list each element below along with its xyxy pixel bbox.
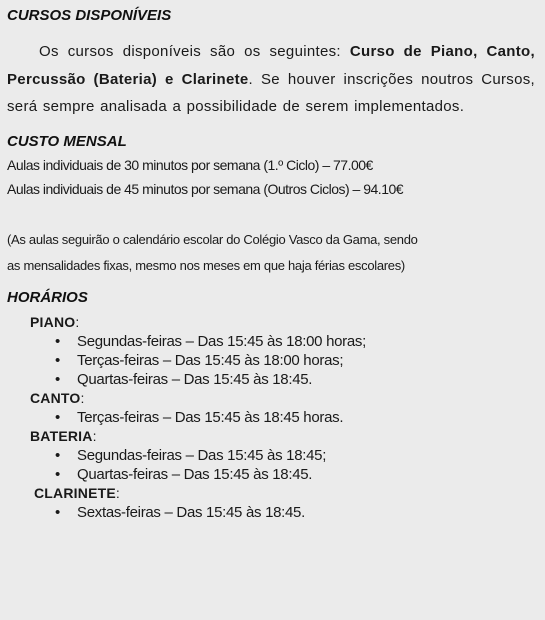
schedule-list-bateria <box>7 446 535 484</box>
horarios-heading: HORÁRIOS <box>7 288 88 306</box>
cursos-intro-tail: . Se houver inscrições noutros Cursos, será sempre analisada a possibilidade de serem implementados. <box>7 70 536 115</box>
cursos-intro-lead: Os cursos disponíveis são os seguintes: <box>39 43 350 60</box>
custo-note-line-2: as mensalidades fixas, mesmo nos meses em que haja férias escolares) <box>7 257 405 273</box>
bullet-icon: • <box>55 351 60 369</box>
custo-heading: CUSTO MENSAL <box>7 132 127 150</box>
bullet-icon: • <box>55 446 60 464</box>
group-title-piano <box>30 313 535 332</box>
schedule-item-text: Quartas-feiras – Das 15:45 às 18:45. <box>77 370 313 388</box>
schedule-item-text: Terças-feiras – Das 15:45 às 18:45 horas. <box>77 408 344 426</box>
group-name-clarinete: CLARINETE <box>34 484 116 501</box>
group-title-clarinete <box>34 484 535 503</box>
group-name-canto: CANTO <box>30 389 81 406</box>
horarios-list <box>7 313 535 522</box>
schedule-item-text: Sextas-feiras – Das 15:45 às 18:45. <box>77 503 305 521</box>
group-colon: : <box>115 484 121 501</box>
group-colon: : <box>75 313 80 330</box>
cursos-intro-bold: Curso de Piano, Canto, Percussão (Bateria) e Clarinete <box>7 43 535 88</box>
schedule-list-clarinete <box>7 503 535 522</box>
spacer <box>7 201 535 227</box>
schedule-item <box>7 446 535 465</box>
schedule-item <box>7 503 535 522</box>
group-name-bateria: BATERIA <box>30 427 93 444</box>
group-colon: : <box>80 389 85 406</box>
cursos-heading: CURSOS DISPONÍVEIS <box>7 7 172 24</box>
schedule-item <box>7 351 535 370</box>
schedule-list-piano <box>7 332 535 389</box>
bullet-icon: • <box>55 408 60 426</box>
schedule-item <box>7 408 535 427</box>
group-title-canto <box>30 389 535 408</box>
schedule-item-text: Segundas-feiras – Das 15:45 às 18:00 horas; <box>77 332 366 350</box>
group-name-piano: PIANO <box>30 313 76 330</box>
schedule-item-text: Segundas-feiras – Das 15:45 às 18:45; <box>77 446 327 464</box>
schedule-item <box>7 332 535 351</box>
cursos-intro-paragraph <box>7 38 535 121</box>
schedule-item <box>7 465 535 484</box>
schedule-item-text: Terças-feiras – Das 15:45 às 18:00 horas; <box>77 351 344 369</box>
bullet-icon: • <box>55 370 60 388</box>
schedule-item-text: Quartas-feiras – Das 15:45 às 18:45. <box>77 465 313 483</box>
bullet-icon: • <box>55 332 60 350</box>
cost-line-45min: Aulas individuais de 45 minutos por semana (Outros Ciclos) – 94.10€ <box>7 180 404 197</box>
bullet-icon: • <box>55 465 60 483</box>
group-title-bateria <box>30 427 535 446</box>
schedule-list-canto <box>7 408 535 427</box>
group-colon: : <box>92 427 97 444</box>
schedule-item <box>7 370 535 389</box>
custo-note-line-1: (As aulas seguirão o calendário escolar do Colégio Vasco da Gama, sendo <box>7 231 418 247</box>
cost-line-30min: Aulas individuais de 30 minutos por semana (1.º Ciclo) – 77.00€ <box>7 156 373 173</box>
bullet-icon: • <box>55 503 60 521</box>
